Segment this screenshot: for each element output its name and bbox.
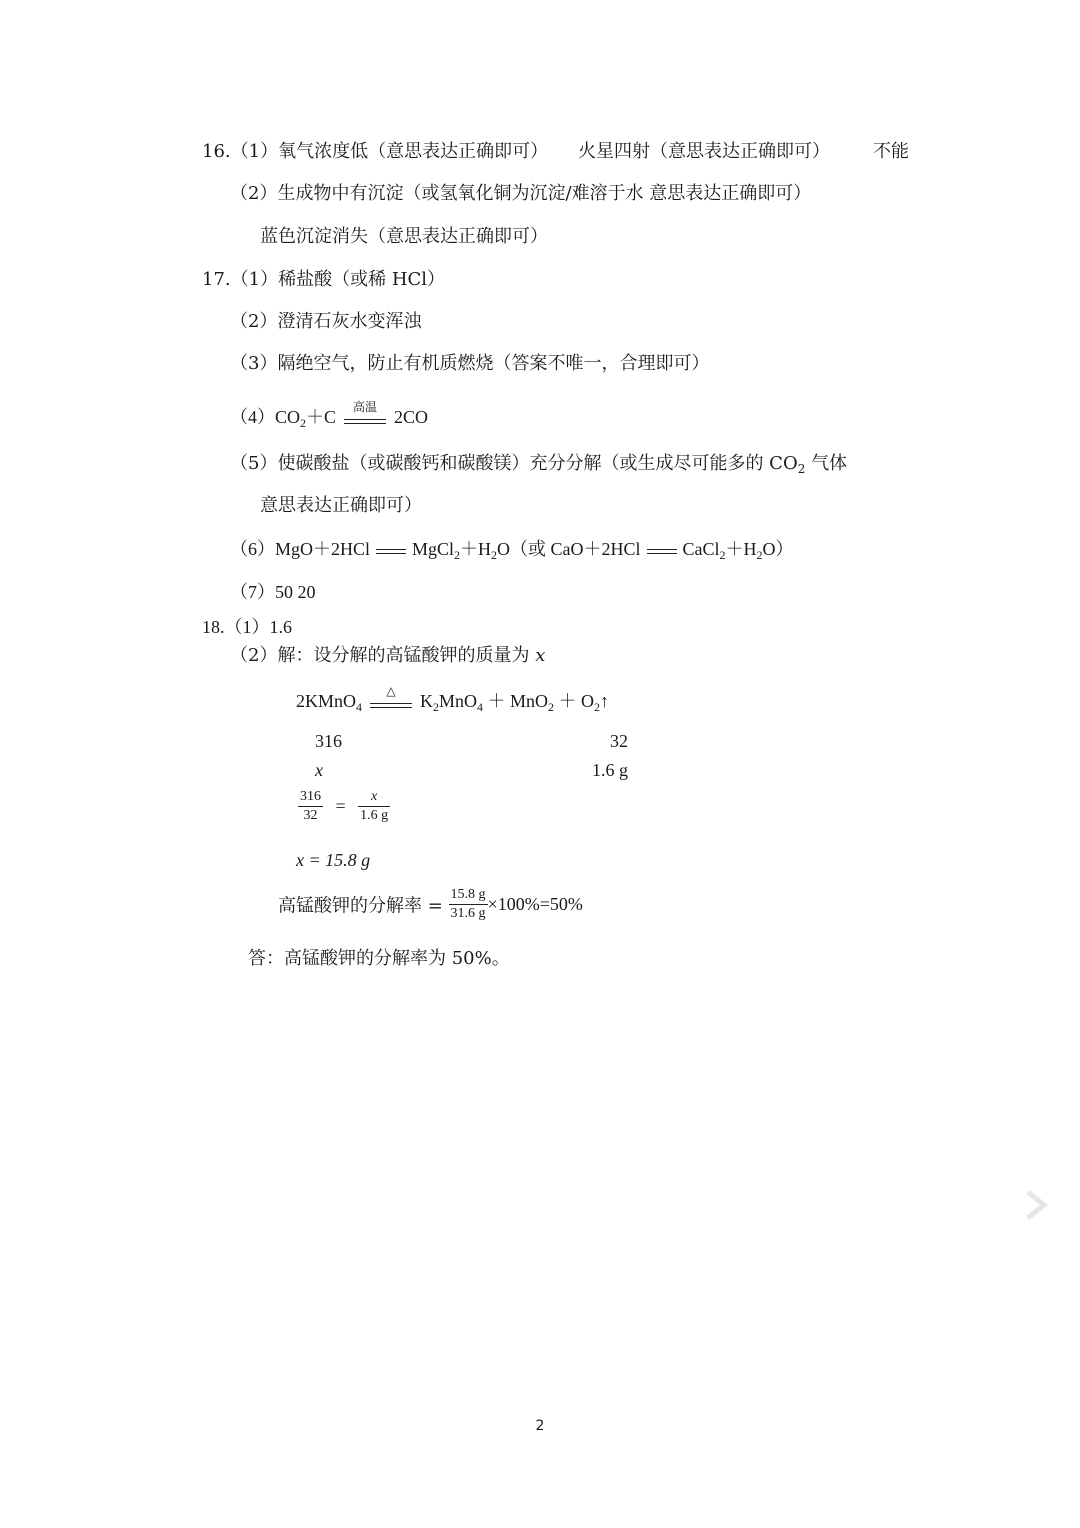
mass-left: 316 — [315, 731, 342, 751]
formula-co: CO — [275, 407, 301, 427]
subscript: 2 — [797, 462, 806, 476]
formula-product: 2CO — [394, 407, 429, 427]
q18-part2 — [230, 644, 545, 668]
final-answer: 答：高锰酸钾的分解率为 50%。 — [248, 948, 510, 969]
mass-right: 32 — [610, 731, 628, 751]
equals-sign — [645, 539, 679, 563]
formula-mgcl: MgCl — [412, 539, 455, 559]
fraction-numerator: 316 — [298, 788, 323, 807]
formula-h: ＋H — [725, 539, 757, 559]
fraction-numerator: 15.8 g — [449, 886, 488, 905]
q18-reaction-equation — [296, 683, 610, 719]
formula-o-cao: O（或 CaO＋2HCl — [497, 539, 641, 559]
equals-sign: = — [335, 796, 346, 816]
subscript: 2 — [594, 700, 601, 714]
subscript: 2 — [300, 416, 307, 430]
q17-p3: （3）隔绝空气，防止有机质燃烧（答案不唯一，合理即可） — [230, 353, 710, 374]
reaction-condition: 高温 — [353, 399, 378, 414]
q17-p7: （7）50 20 — [230, 582, 316, 602]
formula-plus-c: ＋C — [306, 407, 337, 427]
q17-p4-label: （4） — [230, 407, 275, 427]
q16-part1 — [202, 140, 548, 164]
rate-label: 高锰酸钾的分解率 = — [278, 895, 443, 917]
page-number: 2 — [535, 1418, 545, 1434]
q17-part1 — [202, 268, 445, 292]
equals-sign — [374, 539, 408, 563]
plus-sign: ＋ — [483, 691, 511, 711]
q17-p1: （1）稀盐酸（或稀 HCl） — [230, 269, 446, 290]
faint-chevron-right-icon — [1022, 1188, 1050, 1222]
formula-cacl: CaCl — [682, 539, 720, 559]
q18-part1 — [202, 615, 292, 639]
result-x: x = 15.8 g — [296, 850, 371, 870]
reaction-equals-sign — [368, 683, 414, 715]
subscript: 2 — [756, 548, 763, 562]
subscript: 4 — [356, 700, 363, 714]
fraction-numerator: x — [358, 788, 390, 807]
subscript: 2 — [719, 548, 726, 562]
formula-mno2: MnO — [510, 691, 549, 711]
var-left: x — [315, 760, 323, 780]
formula-o: O） — [762, 539, 794, 559]
formula-h: ＋H — [460, 539, 492, 559]
rate-result: ×100%=50% — [487, 894, 583, 914]
q17-part6-equation — [230, 537, 794, 567]
fraction-rate — [449, 886, 488, 923]
q17-part4-equation — [230, 399, 429, 435]
subscript: 2 — [491, 548, 498, 562]
q17-p5-text-a: 使碳酸盐（或碳酸钙和碳酸镁）充分分解（或生成尽可能多的 CO — [277, 453, 798, 474]
q17-p2: （2）澄清石灰水变浑浊 — [230, 311, 422, 332]
q16-p2-label: （2） — [230, 183, 278, 204]
reaction-equals-sign — [342, 399, 388, 431]
q16-p1-answer-b: 火星四射（意思表达正确即可） — [578, 141, 830, 162]
decomposition-rate — [278, 886, 583, 923]
heat-triangle-icon: △ — [386, 683, 396, 698]
q16-number: 16. — [202, 141, 231, 162]
fraction-denominator: 31.6 g — [450, 906, 486, 921]
subscript: 4 — [477, 700, 484, 714]
subscript: 2 — [433, 700, 440, 714]
formula-o2: O — [581, 691, 595, 711]
q18-p1: （1）1.6 — [224, 617, 292, 637]
fraction-denominator: 1.6 g — [360, 808, 389, 823]
q17-p5-label: （5） — [230, 453, 278, 474]
q16-p1-label: （1） — [230, 141, 279, 162]
q17-p5-text-c: 意思表达正确即可） — [260, 495, 422, 516]
q16-p2-answer-a: 生成物中有沉淀（或氢氧化铜为沉淀/难溶于水 意思表达正确即可） — [277, 183, 812, 204]
q17-number: 17. — [202, 269, 231, 290]
formula-mgo: MgO＋2HCl — [275, 539, 371, 559]
q17-p5-text-b: 气体 — [805, 453, 848, 474]
var-right: 1.6 g — [592, 760, 628, 780]
q16-p1-answer-a: 氧气浓度低（意思表达正确即可） — [278, 141, 549, 162]
gas-arrow-icon: ↑ — [600, 691, 610, 711]
formula-mno4: MnO — [439, 691, 478, 711]
q18-p2-text: （2）解：设分解的高锰酸钾的质量为 — [230, 645, 536, 666]
formula-k: K — [420, 691, 434, 711]
q16-part2 — [230, 182, 811, 206]
q18-number: 18. — [202, 617, 225, 637]
q16-p1-answer-c: 不能 — [873, 141, 909, 162]
variable-x: x — [535, 645, 546, 666]
fraction-denominator: 32 — [303, 808, 318, 823]
proportion-equation — [298, 788, 390, 825]
formula-kmno4: 2KMnO — [296, 691, 357, 711]
q16-p2-answer-b: 蓝色沉淀消失（意思表达正确即可） — [260, 226, 548, 247]
plus-sign: ＋ — [554, 691, 582, 711]
q17-part5 — [230, 452, 847, 481]
fraction-left — [298, 788, 323, 825]
subscript: 2 — [548, 700, 555, 714]
subscript: 2 — [454, 548, 461, 562]
q17-p6-label: （6） — [230, 539, 275, 559]
fraction-right — [358, 788, 390, 825]
